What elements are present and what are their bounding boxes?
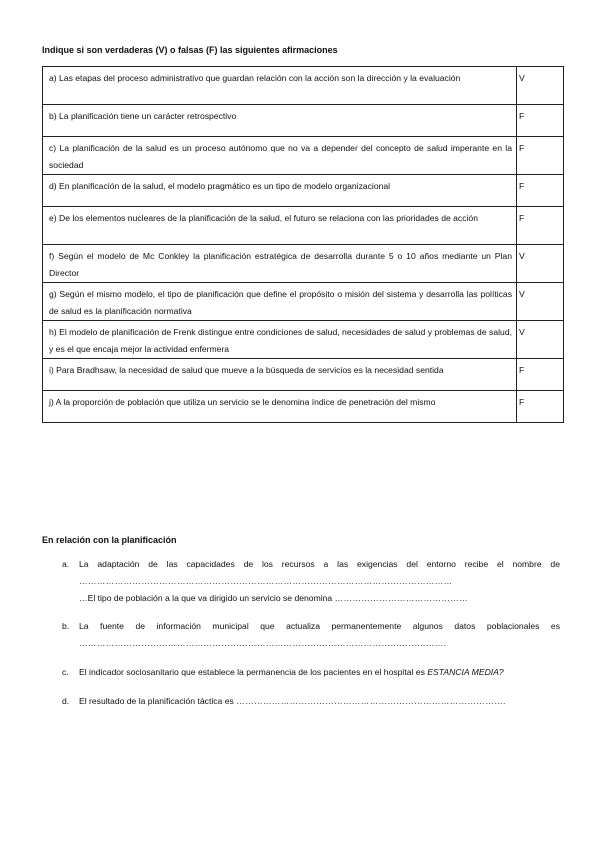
answer-cell: V — [517, 283, 564, 321]
answer-cell: F — [517, 105, 564, 137]
table-row — [43, 359, 564, 391]
list-item — [62, 693, 560, 710]
table-row — [43, 105, 564, 137]
table-row — [43, 207, 564, 245]
answer-cell: V — [517, 245, 564, 283]
item-text: El indicador sociosanitario que establece la permanencia de los pacientes en el hospital es — [79, 666, 428, 677]
italic-answer: ESTANCIA MEDIA? — [427, 666, 504, 677]
blank-dots: ……………………………………………………………………………………………………………. — [79, 638, 447, 648]
answer-cell: F — [517, 391, 564, 423]
answer-cell: F — [517, 137, 564, 175]
statement-cell: f) Según el modelo de Mc Conkley la planificación estratégica de desarrolla durante 5 o 10 años mediante un Plan Director — [43, 245, 517, 283]
statement-cell: c) La planificación de la salud es un proceso autónomo que no va a depender del concepto de salud imperante en la sociedad — [43, 137, 517, 175]
item-text: La adaptación de las capacidades de los recursos a las exigencias del entorno recibe el nombre de — [79, 559, 560, 569]
section-heading-planning: En relación con la planificación — [42, 535, 177, 545]
item-text: La fuente de información municipal que actualiza permanentemente algunos datos poblacionales es — [79, 621, 560, 632]
item-marker: a. — [62, 559, 70, 569]
table-row — [43, 321, 564, 359]
true-false-table — [42, 66, 564, 423]
table-row — [43, 175, 564, 207]
statement-cell: b) La planificación tiene un carácter retrospectivo — [43, 105, 517, 137]
item-text-continued: …El tipo de población a la que va dirigido un servicio se denomina — [79, 592, 333, 603]
table-row — [43, 245, 564, 283]
list-item — [62, 664, 560, 681]
blank-dots: ……………………………………………………………………………………………………………… — [79, 575, 453, 586]
fill-in-list — [62, 556, 560, 721]
table-row — [43, 283, 564, 321]
table-row — [43, 137, 564, 175]
answer-cell: F — [517, 359, 564, 391]
item-marker: c. — [62, 666, 69, 677]
statement-cell: e) De los elementos nucleares de la planificación de la salud, el futuro se relaciona con las prioridades de acción — [43, 207, 517, 245]
statement-cell: h) El modelo de planificación de Frenk distingue entre condiciones de salud, necesidades de salud y problemas de salud, y es el que encaja mejor la actividad enfermera — [43, 321, 517, 359]
table-row — [43, 391, 564, 423]
statement-cell: i) Para Bradhsaw, la necesidad de salud que mueve a la búsqueda de servicios es la necesidad sentida — [43, 359, 517, 391]
blank-dots: ……………………………………… — [334, 592, 468, 603]
answer-cell: V — [517, 67, 564, 105]
item-marker: b. — [62, 621, 70, 632]
section-heading-true-false: Indique si son verdaderas (V) o falsas (F) las siguientes afirmaciones — [42, 45, 338, 55]
statement-cell: d) En planificación de la salud, el modelo pragmático es un tipo de modelo organizacional — [43, 175, 517, 207]
item-marker: d. — [62, 695, 70, 706]
blank-dots: ………………………………………………………………………………. — [236, 695, 506, 706]
statement-cell: a) Las etapas del proceso administrativo que guardan relación con la acción son la dirección y la evaluación — [43, 67, 517, 105]
list-item — [62, 556, 560, 606]
answer-cell: F — [517, 175, 564, 207]
list-item — [62, 618, 560, 652]
item-text: El resultado de la planificación táctica es — [79, 695, 237, 706]
answer-cell: F — [517, 207, 564, 245]
statement-cell: j) A la proporción de población que utiliza un servicio se le denomina índice de penetración del mismo — [43, 391, 517, 423]
table-row — [43, 67, 564, 105]
answer-cell: V — [517, 321, 564, 359]
statement-cell: g) Según el mismo modelo, el tipo de planificación que define el propósito o misión del sistema y desarrolla las políticas de salud es la planificación normativa — [43, 283, 517, 321]
